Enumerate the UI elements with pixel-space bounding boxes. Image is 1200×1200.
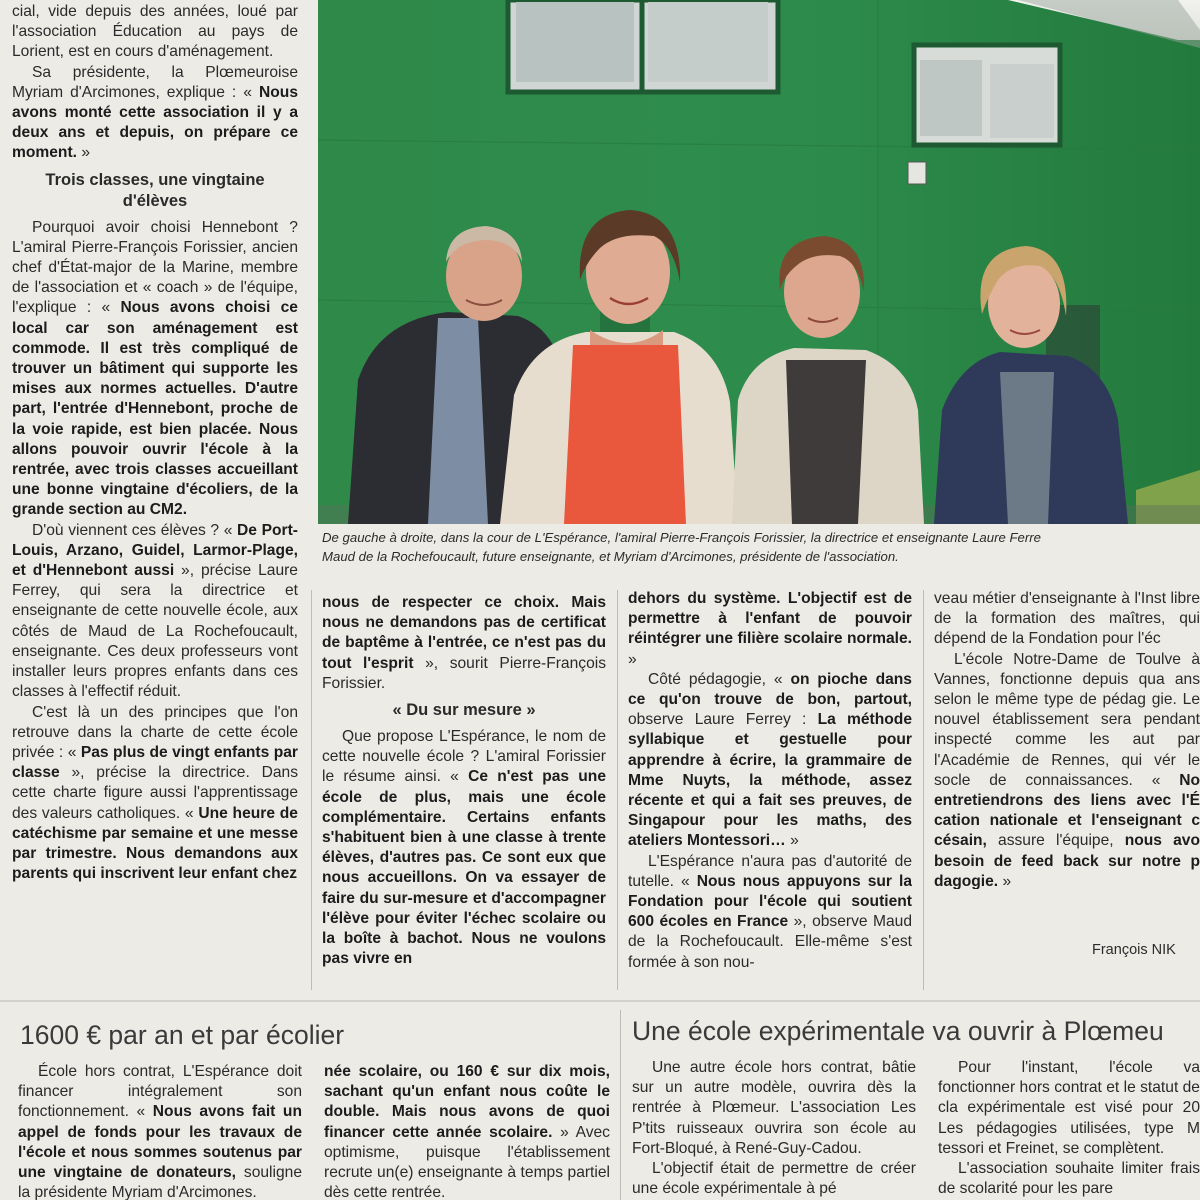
photo-caption <box>322 528 1200 566</box>
section-subheading: Trois classes, une vingtaine d'élèves <box>45 170 265 210</box>
section-divider <box>0 1000 1200 1002</box>
article-paragraph: Une autre école hors contrat, bâtie sur un autre modèle, ouvrira dès la rentrée à Plœmeur. L'association Les P'tits ruisseaux ouvrira son école au Fort-Bloqué, à René-Guy-Cadou. <box>632 1059 916 1157</box>
box1-headline: 1600 € par an et par écolier <box>20 1020 345 1050</box>
box1-column-1 <box>18 1062 302 1200</box>
article-column-3 <box>628 589 912 993</box>
group-photo-image <box>318 0 1200 524</box>
column-rule <box>923 590 924 990</box>
article-paragraph: D'où viennent ces élèves ? « De Port-Louis, Arzano, Guidel, Larmor-Plage, et d'Hennebont aussi », précise Laure Ferrey, qui sera la directrice et enseignante de cette nouvelle école, aux côtés de Maud de La Rochefoucault, enseignante. Ces deux professeurs vont installer leurs propres enfants dans ces classes à l'effectif réduit. <box>12 521 298 701</box>
article-paragraph: C'est là un des principes que l'on retrouve dans la charte de cette école privée : « Pas plus de vingt enfants par classe », précise la directrice. Dans cette charte figure aussi l'apprentissage des valeurs catholiques. « Une heure de catéchisme par semaine et une messe par trimestre. Nous demandons aux parents qui inscrivent leur enfant chez <box>12 703 298 883</box>
article-paragraph: Pour l'instant, l'école va fonctionner hors contrat et le statut de cla expérimentale est visé pour 20 Les pédagogies utilisées, type M tessori et Freinet, se complètent. <box>938 1059 1200 1157</box>
article-paragraph: L'Espérance n'aura pas d'autorité de tutelle. « Nous nous appuyons sur la Fondation pour l'école qui soutient 600 écoles en France », observe Maud de la Rochefoucault. Elle-même s'est formée à son nou- <box>628 852 912 971</box>
article-paragraph: dehors du système. L'objectif est de permettre à l'enfant de pouvoir réintégrer une filière scolaire normale. » <box>628 590 912 668</box>
article-photo <box>318 0 1200 524</box>
article-paragraph: L'objectif était de permettre de créer une école expérimentale à pé <box>632 1160 916 1198</box>
article-paragraph: L'association souhaite limiter frais de scolarité pour les pare <box>938 1160 1200 1198</box>
article-paragraph: École hors contrat, L'Espérance doit financer intégralement son fonctionnement. « Nous avons fait un appel de fonds pour les travaux de l'école et nous sommes soutenus par une vingtaine de donateurs, souligne la présidente Myriam d'Arcimones. <box>18 1063 302 1200</box>
box-divider <box>620 1010 621 1200</box>
article-paragraph: nous de respecter ce choix. Mais nous ne demandons pas de certificat de baptême à l'entrée, ce n'est pas du tout l'esprit », sourit Pierre-François Forissier. <box>322 594 606 692</box>
article-paragraph: née scolaire, ou 160 € sur dix mois, sachant qu'un enfant nous coûte le double. Mais nous avons de quoi financer cette année scolaire. » Avec optimisme, puisque l'établissement recrute un(e) enseignante à temps partiel dès cette rentrée. <box>324 1063 610 1200</box>
article-paragraph: veau métier d'enseignante à l'Inst libre de la formation des maîtres, qui dépend de la Fondation pour l'éc <box>934 590 1200 648</box>
caption-line-2: Maud de la Rochefoucault, future enseignante, et Myriam d'Arcimones, présidente de l'association. <box>322 549 899 564</box>
box2-column-2 <box>938 1058 1200 1200</box>
article-paragraph: Que propose L'Espérance, le nom de cette nouvelle école ? L'amiral Forissier le résume ainsi. « Ce n'est pas une école de plus, mais une école complémentaire. Certains enfants s'habituent bien à une classe à trente élèves, d'autres pas. Ce sont eux que nous accueillons. On va essayer de faire du sur-mesure et d'accompagner l'élève pour éviter l'échec scolaire ou la boîte à bachot. Nous ne voulons pas vivre en <box>322 728 606 968</box>
window-top <box>508 0 778 92</box>
section-subheading: « Du sur mesure » <box>392 701 536 720</box>
box2-column-1 <box>632 1058 916 1200</box>
column-rule <box>311 590 312 990</box>
column-rule <box>617 590 618 990</box>
article-paragraph: L'école Notre-Dame de Toulve à Vannes, fonctionne depuis qua ans selon le même type de pédag gie. Le nouvel établissement sera pendant inspecté comme les aut par l'Académie de Rennes, qui vér le socle de connaissances. « No entretiendrons des liens avec l'É cation nationale et l'enseignant c césain, assure l'équipe, nous avo besoin de feed back sur notre p dagogie. » <box>934 650 1200 889</box>
article-paragraph: Côté pédagogie, « on pioche dans ce qu'on trouve de bon, partout, observe Laure Ferrey : La méthode syllabique et gestuelle pour apprendre à écrire, la grammaire de Mme Nuyts, la méthode, assez récente et qui a fait ses preuves, de Singapour pour les maths, des ateliers Montessori… » <box>628 670 912 850</box>
box2-headline: Une école expérimentale va ouvrir à Plœmeu <box>632 1016 1164 1046</box>
article-paragraph: cial, vide depuis des années, loué par l'association Éducation au pays de Lorient, est en cours d'aménagement. <box>12 3 298 61</box>
article-column-1 <box>12 2 298 992</box>
article-paragraph: Pourquoi avoir choisi Hennebont ? L'amiral Pierre-François Forissier, ancien chef d'État-major de la Marine, membre de l'association et « coach » de l'équipe, l'explique : « Nous avons choisi ce local car son aménagement est commode. Il est très compliqué de trouver un bâtiment qui supporte les mises aux normes actuelles. D'autre part, l'entrée d'Hennebont, proche de la voie rapide, est bien placée. Nous allons pouvoir ouvrir l'école à la rentrée, avec trois classes accueillant une bonne vingtaine d'écoliers, de la grande section au CM2. <box>12 218 298 519</box>
box1-column-2 <box>324 1062 610 1200</box>
article-paragraph: Sa présidente, la Plœmeuroise Myriam d'Arcimones, explique : « Nous avons monté cette association il y a deux ans et depuis, on prépare ce moment. » <box>12 63 298 162</box>
article-column-4 <box>934 589 1200 889</box>
article-column-2 <box>322 593 606 993</box>
author-credit: François NIK <box>1092 942 1176 958</box>
caption-line-1: De gauche à droite, dans la cour de L'Espérance, l'amiral Pierre-François Forissier, la directrice et enseignante Laure Ferre <box>322 530 1041 545</box>
